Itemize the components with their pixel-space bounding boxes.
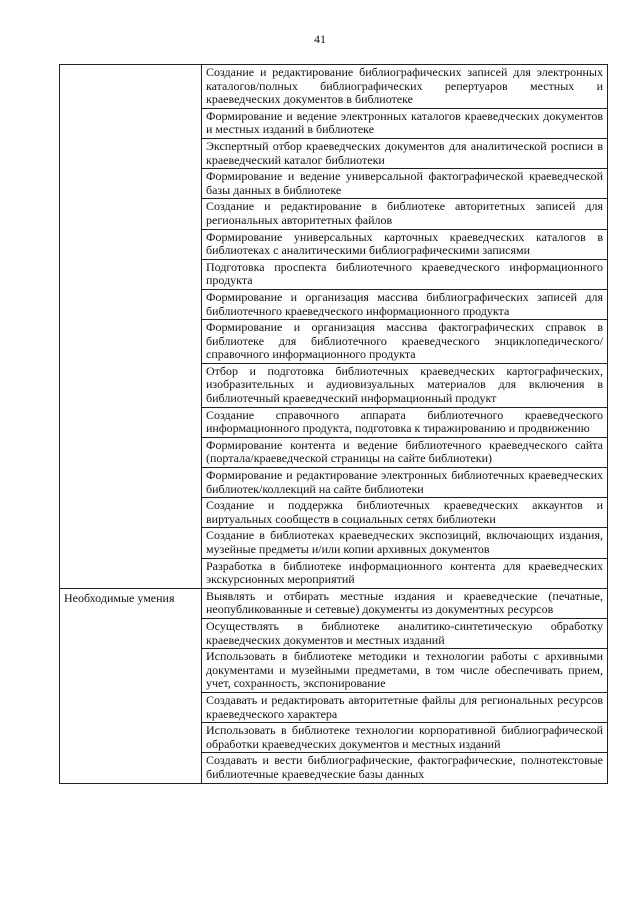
row-label-cell bbox=[60, 588, 202, 783]
table-cell: Создание справочного аппарата библиотечного краеведческого информационного продукта, подготовка к тиражированию и продвижению bbox=[202, 407, 608, 437]
table-cell: Создавать и редактировать авторитетные файлы для региональных ресурсов краеведческого характера bbox=[202, 692, 608, 722]
table-cell: Создание и редактирование библиографических записей для электронных каталогов/полных библиографических репертуаров местных и краеведческих документов в библиотеке bbox=[202, 65, 608, 109]
table-cell: Экспертный отбор краеведческих документов для аналитической росписи в краеведческий каталог библиотеки bbox=[202, 138, 608, 168]
table-cell: Формирование и организация массива библиографических записей для библиотечного краеведческого информационного продукта bbox=[202, 289, 608, 319]
table-cell: Разработка в библиотеке информационного контента для краеведческих экскурсионных мероприятий bbox=[202, 558, 608, 588]
table-cell: Формирование и редактирование электронных библиотечных краеведческих библиотек/коллекций на сайте библиотеки bbox=[202, 468, 608, 498]
table-row bbox=[60, 65, 608, 109]
table-cell: Использовать в библиотеке технологии корпоративной библиографической обработки краеведческих документов и местных изданий bbox=[202, 723, 608, 753]
table-cell: Формирование и организация массива фактографических справок в библиотеке для библиотечного краеведческого энциклопедического/справочного информационного продукта bbox=[202, 320, 608, 364]
table-cell: Отбор и подготовка библиотечных краеведческих картографических, изобразительных и аудиовизуальных материалов для включения в библиотечный краеведческий информационный продукт bbox=[202, 363, 608, 407]
table-cell: Создание и редактирование в библиотеке авторитетных записей для региональных авторитетных файлов bbox=[202, 199, 608, 229]
row-label bbox=[64, 66, 197, 68]
page-number: 41 bbox=[314, 32, 326, 46]
table-cell: Подготовка проспекта библиотечного краеведческого информационного продукта bbox=[202, 259, 608, 289]
table-cell: Создавать и вести библиографические, фактографические, полнотекстовые библиотечные краеведческие базы данных bbox=[202, 753, 608, 783]
table-cell: Создание и поддержка библиотечных краеведческих аккаунтов и виртуальных сообществ в социальных сетях библиотеки bbox=[202, 498, 608, 528]
table-body bbox=[60, 65, 608, 784]
requirements-table bbox=[59, 64, 608, 784]
row-label-required-skills: Необходимые умения bbox=[64, 590, 175, 605]
table-row bbox=[60, 588, 608, 618]
table-cell: Формирование контента и ведение библиотечного краеведческого сайта (портала/краеведческой страницы на сайте библиотеки) bbox=[202, 437, 608, 467]
table-cell: Создание в библиотеках краеведческих экспозиций, включающих издания, музейные предметы и/или копии архивных документов bbox=[202, 528, 608, 558]
table-cell: Выявлять и отбирать местные издания и краеведческие (печатные, неопубликованные и сетевые) документы из документных ресурсов bbox=[202, 588, 608, 618]
table-cell: Формирование и ведение универсальной фактографической краеведческой базы данных в библиотеке bbox=[202, 169, 608, 199]
table-cell: Формирование универсальных карточных краеведческих каталогов в библиотеках с аналитическими библиографическими записями bbox=[202, 229, 608, 259]
table-cell: Осуществлять в библиотеке аналитико-синтетическую обработку краеведческих документов и местных изданий bbox=[202, 618, 608, 648]
table-cell: Формирование и ведение электронных каталогов краеведческих документов и местных изданий в библиотеке bbox=[202, 108, 608, 138]
table-cell: Использовать в библиотеке методики и технологии работы с архивными документами и музейными предметами, в том числе обеспечивать прием, учет, сохранность, экспонирование bbox=[202, 649, 608, 693]
row-label-cell bbox=[60, 65, 202, 589]
